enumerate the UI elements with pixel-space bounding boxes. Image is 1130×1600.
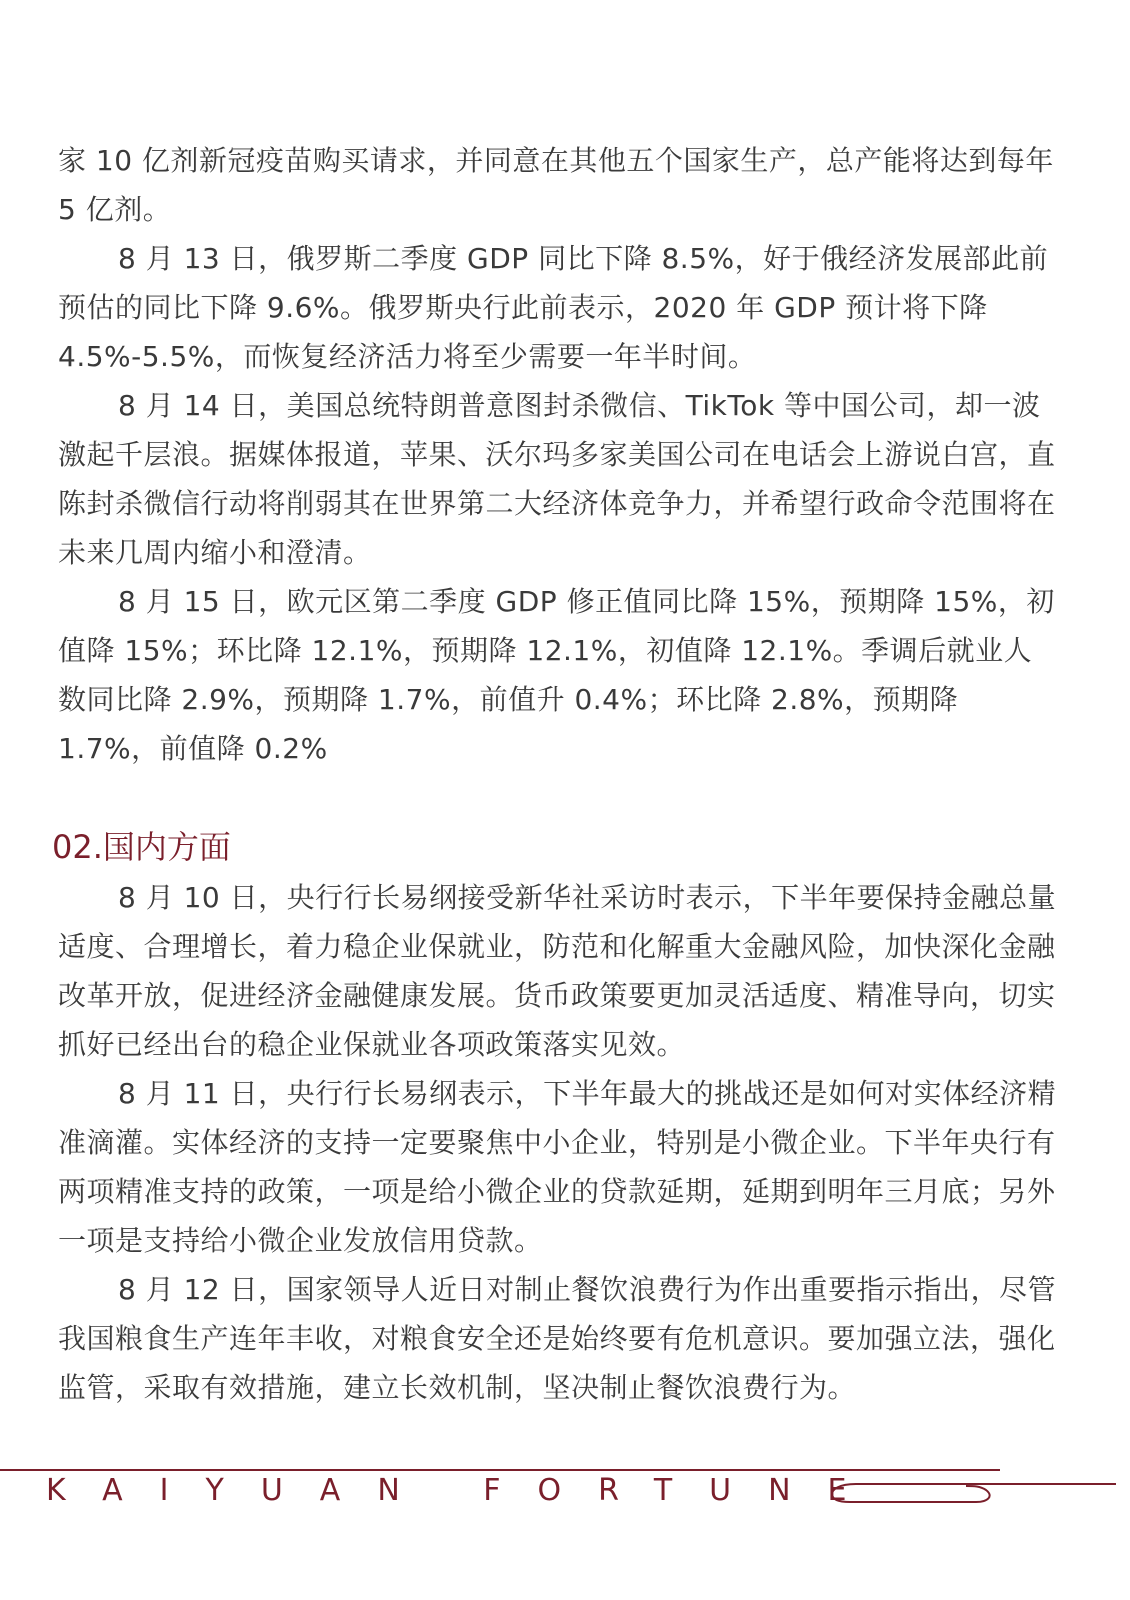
paragraph-domestic-2: 8 月 11 日，央行行长易纲表示，下半年最大的挑战还是如何对实体经济精准滴灌。实体经济的支持一定要聚焦中小企业，特别是小微企业。下半年央行有两项精准支持的政策，一项是给小微企业的贷款延期，延期到明年三月底；另外一项是支持给小微企业发放信用贷款。 xyxy=(58,1077,1057,1257)
paragraph-domestic-1: 8 月 10 日，央行行长易纲接受新华社采访时表示，下半年要保持金融总量适度、合理增长，着力稳企业保就业，防范和化解重大金融风险，加快深化金融改革开放，促进经济金融健康发展。货币政策要更加灵活适度、精准导向，切实抓好已经出台的稳企业保就业各项政策落实见效。 xyxy=(58,881,1057,1061)
paragraph-intl-1: 家 10 亿剂新冠疫苗购买请求，并同意在其他五个国家生产，总产能将达到每年 5 亿剂。 xyxy=(58,144,1054,226)
section-title-domestic: 02.国内方面 xyxy=(52,828,231,866)
paragraph-domestic-3: 8 月 12 日，国家领导人近日对制止餐饮浪费行为作出重要指示指出，尽管我国粮食生产连年丰收，对粮食安全还是始终要有危机意识。要加强立法，强化监管，采取有效措施，建立长效机制，坚决制止餐饮浪费行为。 xyxy=(58,1273,1057,1404)
paragraph-intl-3: 8 月 14 日，美国总统特朗普意图封杀微信、TikTok 等中国公司，却一波激起千层浪。据媒体报道，苹果、沃尔玛多家美国公司在电话会上游说白宫，直陈封杀微信行动将削弱其在世界第二大经济体竞争力，并希望行政命令范围将在未来几周内缩小和澄清。 xyxy=(58,389,1056,569)
footer-ornament-icon xyxy=(826,1462,1126,1512)
paragraph-intl-2: 8 月 13 日，俄罗斯二季度 GDP 同比下降 8.5%，好于俄经济发展部此前预估的同比下降 9.6%。俄罗斯央行此前表示，2020 年 GDP 预计将下降 4.5%-5.5%，而恢复经济活力将至少需要一年半时间。 xyxy=(58,242,1049,373)
paragraph-intl-4: 8 月 15 日，欧元区第二季度 GDP 修正值同比降 15%，预期降 15%，初值降 15%；环比降 12.1%，预期降 12.1%，初值降 12.1%。季调后就业人数同比降 2.9%，预期降 1.7%，前值升 0.4%；环比降 2.8%，预期降 1.7%，前值降 0.2% xyxy=(58,585,1055,765)
article-body xyxy=(52,136,1058,1412)
footer-brand-text: KAIYUAN FORTUNE xyxy=(46,1473,884,1508)
